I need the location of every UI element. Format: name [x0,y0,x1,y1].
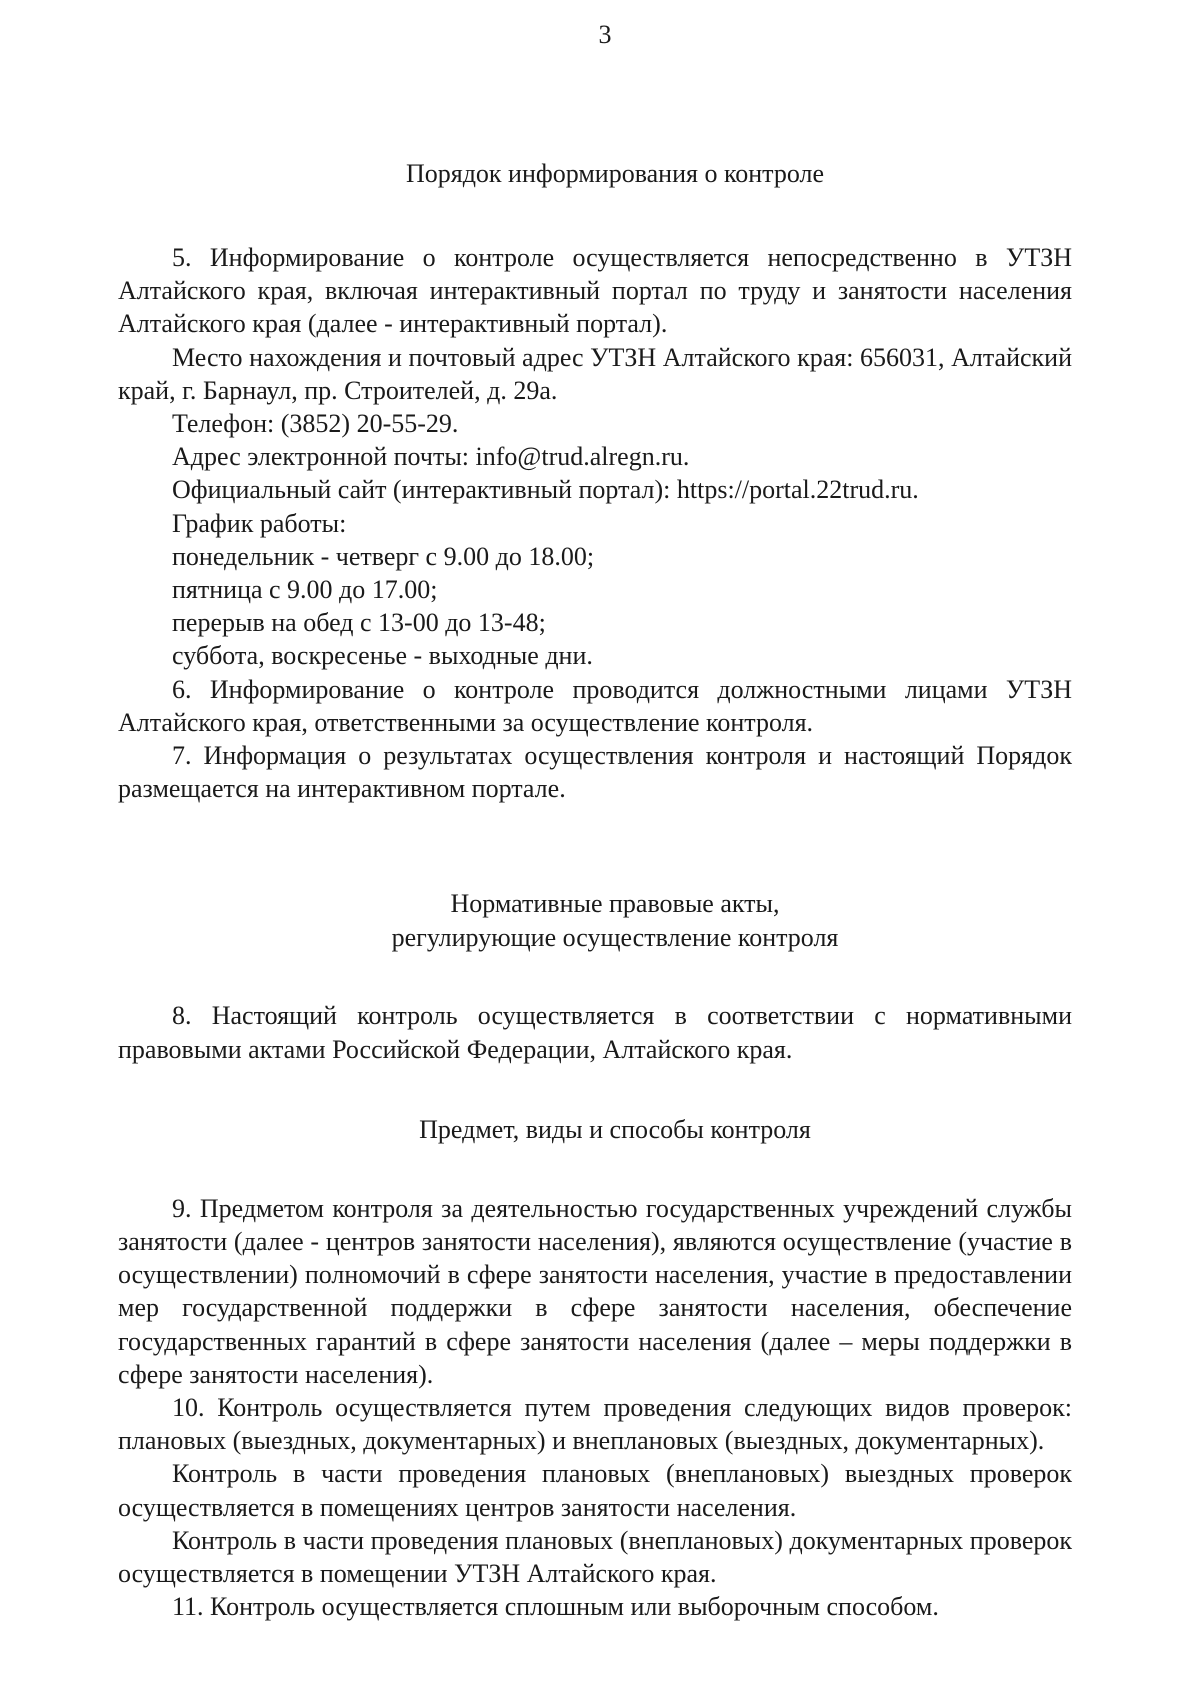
paragraph: 10. Контроль осуществляется путем проведения следующих видов проверок: плановых (выездных, документарных) и внеплановых (выездных, документарных). [118,1393,1072,1456]
section-heading-informing [158,157,1072,191]
heading-line: Предмет, виды и способы контроля [419,1114,811,1144]
heading-line: Нормативные правовые акты, [450,889,780,919]
paragraph: понедельник - четверг с 9.00 до 18.00; [172,541,595,571]
page-number: 3 [598,20,612,49]
paragraph: перерыв на обед с 13-00 до 13-48; [172,608,546,638]
paragraph: 7. Информация о результатах осуществления контроля и настоящий Порядок размещается на интерактивном портале. [118,741,1072,804]
section-body-legal-acts [118,999,1072,1065]
paragraph: 8. Настоящий контроль осуществляется в соответствии с нормативными правовыми актами Российской Федерации, Алтайского края. [118,1001,1072,1064]
paragraph: 11. Контроль осуществляется сплошным или выборочным способом. [172,1592,939,1622]
paragraph: 9. Предметом контроля за деятельностью государственных учреждений службы занятости (далее - центров занятости населения), являются осуществление (участие в осуществлении) полномочий в сфере занятости населения, участие в предоставлении мер государственной поддержки в сфере занятости населения, обеспечение государственных гарантий в сфере занятости населения (далее – меры поддержки в сфере занятости населения). [118,1193,1072,1389]
paragraph: 6. Информирование о контроле проводится должностными лицами УТЗН Алтайского края, ответственными за осуществление контроля. [118,674,1072,737]
paragraph: Контроль в части проведения плановых (внеплановых) документарных проверок осуществляется в помещении УТЗН Алтайского края. [118,1525,1072,1589]
heading-line: Порядок информирования о контроле [405,159,825,188]
paragraph: Адрес электронной почты: info@trud.alregn.ru. [172,442,690,472]
heading-line: регулирующие осуществление контроля [391,923,839,953]
section-heading-legal-acts [158,887,1072,955]
paragraph: График работы: [172,508,347,538]
section-body-informing [118,241,1072,805]
paragraph: пятница с 9.00 до 17.00; [172,575,438,605]
paragraph: Место нахождения и почтовый адрес УТЗН Алтайского края: 656031, Алтайский край, г. Барнаул, пр. Строителей, д. 29а. [118,342,1072,405]
paragraph: суббота, воскресенье - выходные дни. [172,641,593,671]
section-heading-subject [158,1113,1072,1147]
paragraph: Телефон: (3852) 20-55-29. [172,409,459,439]
paragraph: Официальный сайт (интерактивный портал): https://portal.22trud.ru. [172,475,919,505]
paragraph: Контроль в части проведения плановых (внеплановых) выездных проверок осуществляется в помещениях центров занятости населения. [118,1459,1072,1522]
paragraph: 5. Информирование о контроле осуществляется непосредственно в УТЗН Алтайского края, включая интерактивный портал по труду и занятости населения Алтайского края (далее - интерактивный портал). [118,243,1072,339]
section-body-subject [118,1192,1072,1624]
